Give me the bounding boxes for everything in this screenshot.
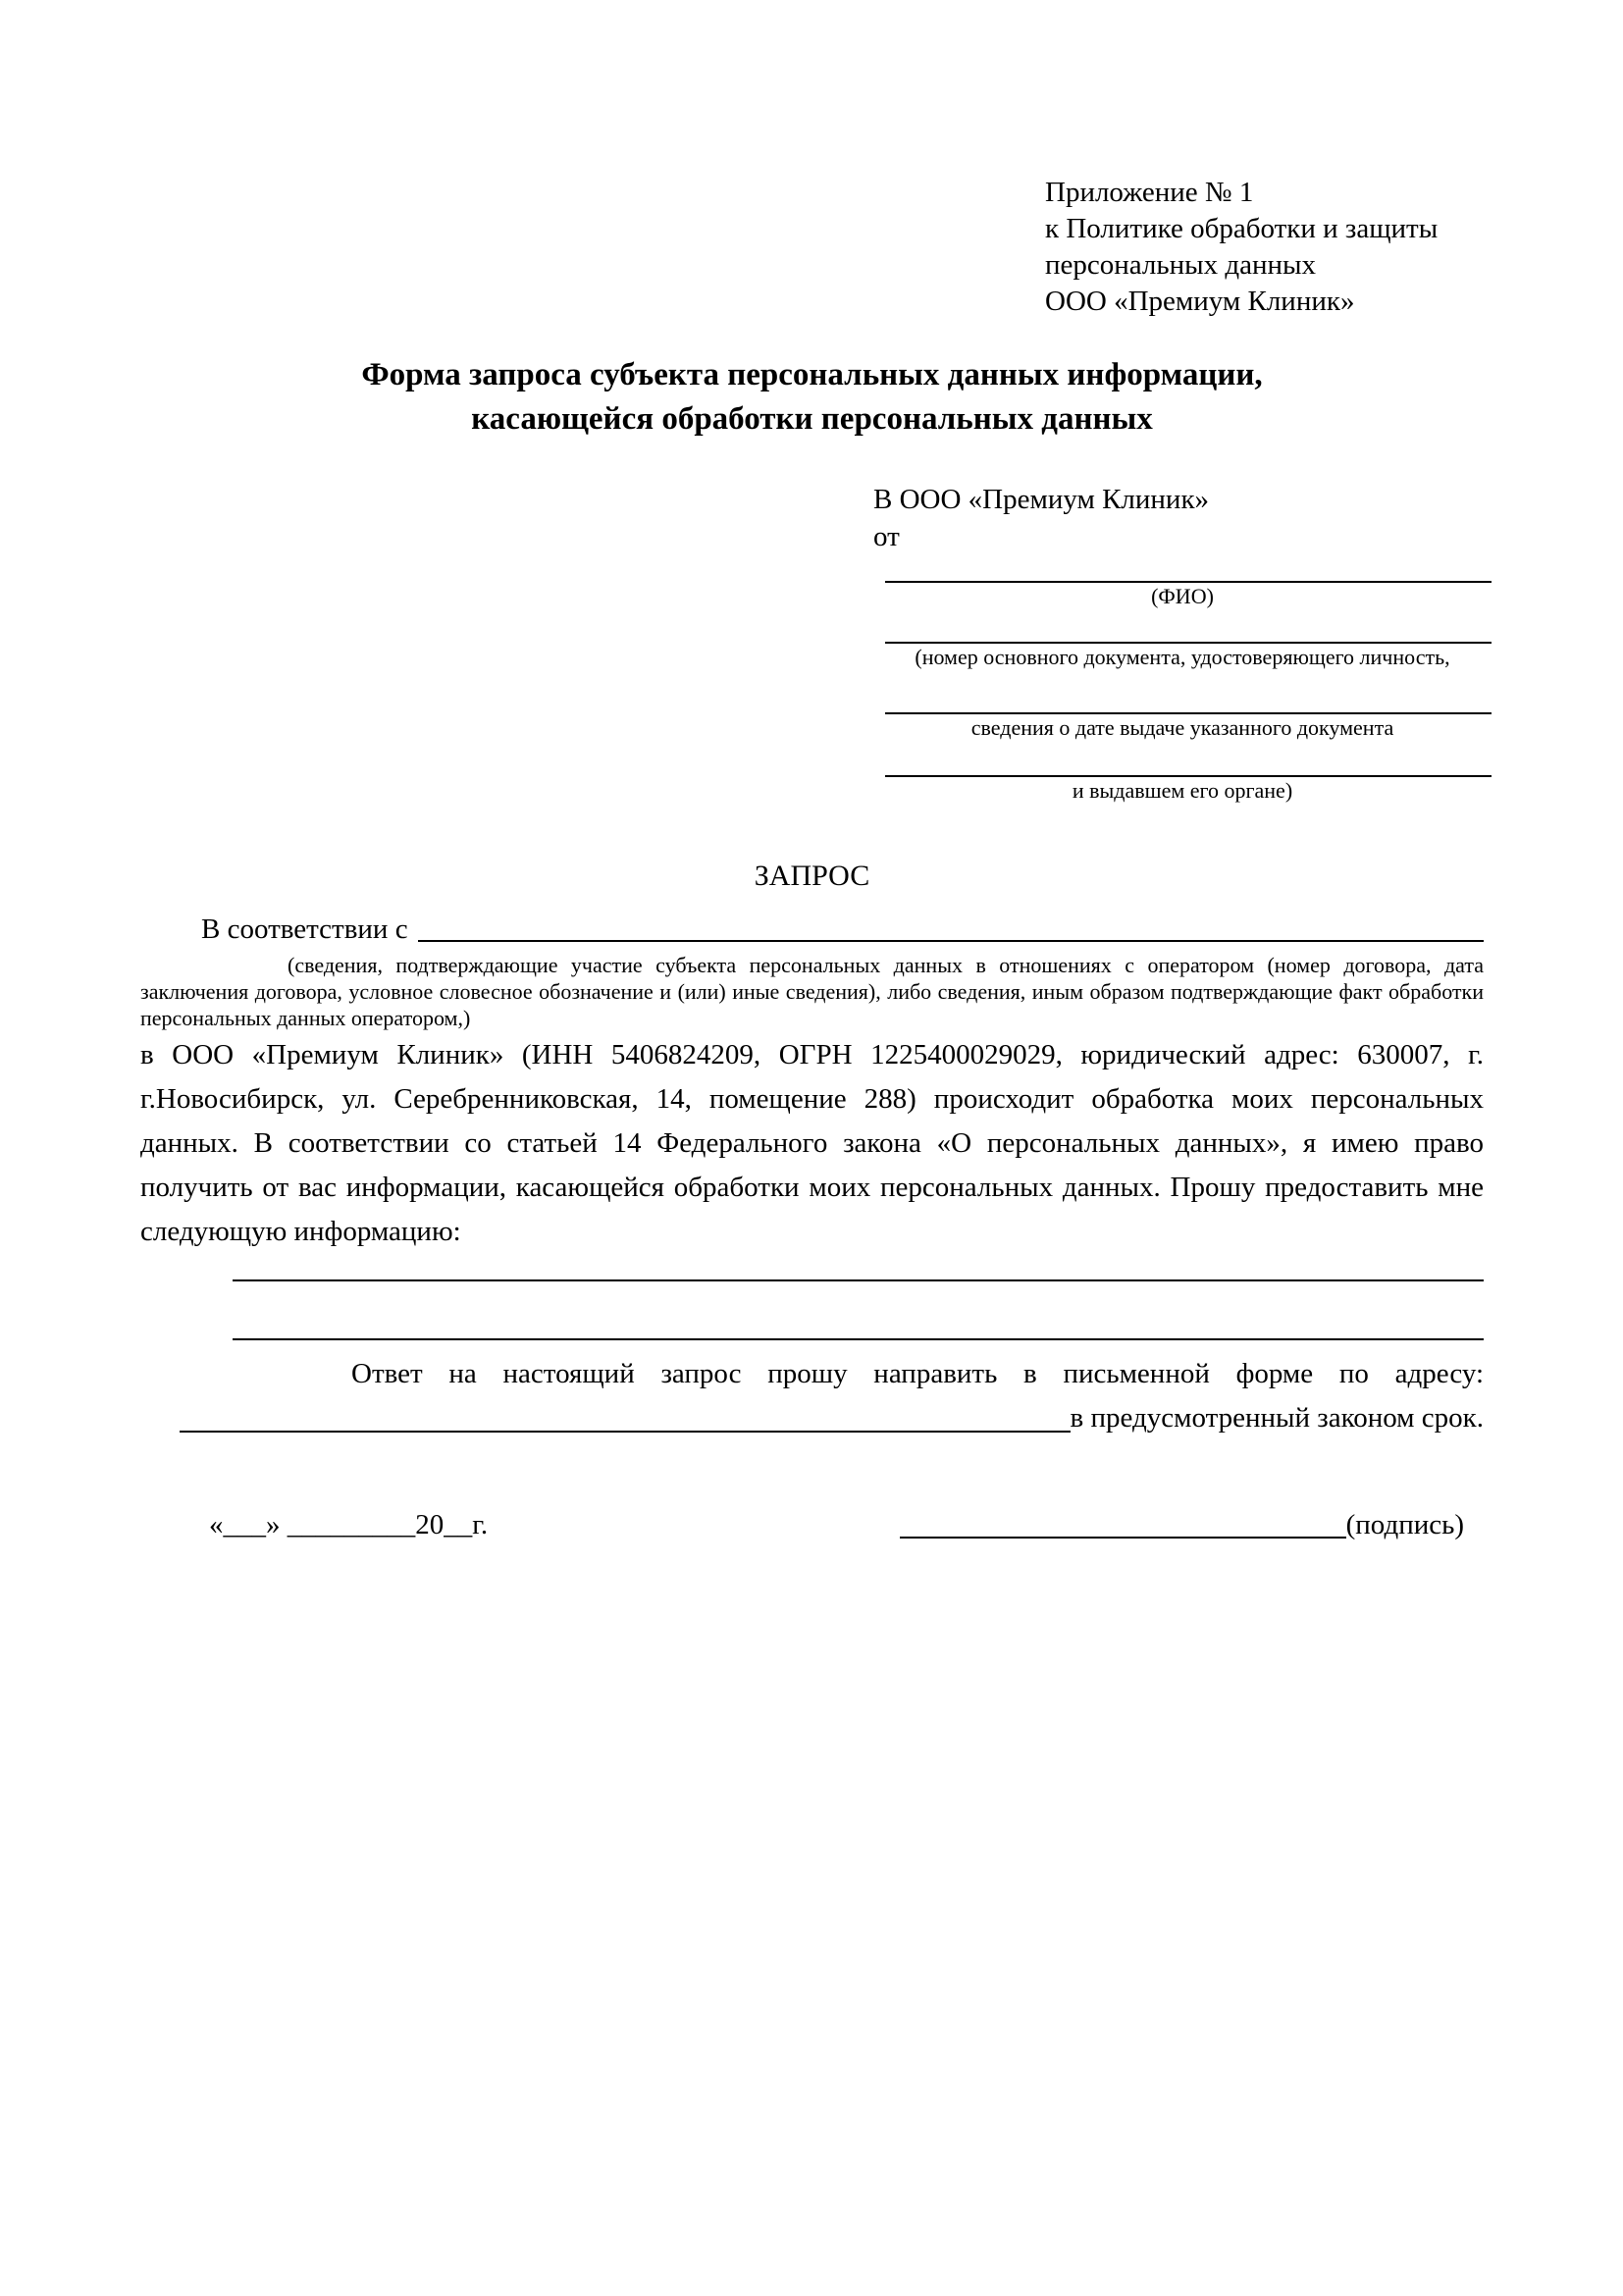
id-doc-blank bbox=[885, 608, 1492, 644]
date-blank-line: «___» _________20__г. bbox=[209, 1509, 489, 1540]
request-heading: ЗАПРОС bbox=[754, 860, 870, 892]
basis-blank bbox=[418, 911, 1484, 942]
appendix-note-line3: персональных данных bbox=[1045, 249, 1317, 281]
info-request-blank-1 bbox=[233, 1254, 1484, 1281]
info-request-blank-2 bbox=[233, 1281, 1484, 1340]
addressee-to: В ООО «Премиум Клиник» bbox=[873, 484, 1210, 515]
form-title-line1: Форма запроса субъекта персональных данных информации, bbox=[361, 357, 1263, 392]
addressee-block bbox=[873, 481, 1492, 803]
basis-lead-text: В соответствии с bbox=[201, 913, 408, 945]
issuing-authority-blank bbox=[885, 740, 1492, 777]
fio-blank bbox=[885, 555, 1492, 583]
reply-tail: в предусмотренный законом срок. bbox=[1070, 1402, 1484, 1434]
issue-date-field bbox=[873, 669, 1492, 740]
basis-footnote: (сведения, подтверждающие участие субъекта персональных данных в отношениях с оператором (номер договора, дата заключения договора, условное словесное обозначение и (или) иные сведения), либо сведения, иным образом подтверждающие факт обработки персональных данных оператором,) bbox=[140, 953, 1484, 1030]
signature-caption: (подпись) bbox=[1345, 1509, 1464, 1540]
reply-address-blank bbox=[180, 1396, 1071, 1433]
fio-caption: (ФИО) bbox=[1151, 584, 1214, 608]
appendix-note-line1: Приложение № 1 bbox=[1045, 177, 1254, 208]
issue-date-blank bbox=[885, 669, 1492, 714]
fio-field bbox=[873, 555, 1492, 608]
appendix-note bbox=[1045, 0, 1484, 320]
signature-blank bbox=[900, 1507, 1346, 1539]
date-signature-row bbox=[140, 1505, 1484, 1544]
addressee-from-label: от bbox=[873, 521, 900, 552]
appendix-note-line2: к Политике обработки и защиты bbox=[1045, 213, 1439, 244]
request-body: в ООО «Премиум Клиник» (ИНН 5406824209, ОГРН 1225400029029, юридический адрес: 630007, г. г.Новосибирск, ул. Серебренниковская, 14, помещение 288) происходит обработка моих персональных данных. В соответствии со статьей 14 Федерального закона «О персональных данных», я имею право получить от вас информации, касающейся обработки моих персональных данных. Прошу предоставить мне следующую информацию: bbox=[140, 1039, 1484, 1247]
reply-address-line bbox=[140, 1396, 1484, 1440]
issuing-authority-field bbox=[873, 740, 1492, 803]
id-doc-caption: (номер основного документа, удостоверяющего личность, bbox=[915, 645, 1450, 669]
issue-date-caption: сведения о дате выдаче указанного документа bbox=[970, 715, 1394, 740]
form-title bbox=[140, 353, 1484, 442]
issuing-authority-caption: и выдавшем его органе) bbox=[1072, 778, 1293, 803]
form-title-line2: касающейся обработки персональных данных bbox=[471, 401, 1153, 437]
appendix-note-line4: ООО «Премиум Клиник» bbox=[1045, 286, 1355, 317]
reply-intro: Ответ на настоящий запрос прошу направить в письменной форме по адресу: bbox=[351, 1358, 1484, 1389]
basis-line bbox=[140, 911, 1484, 948]
id-doc-field bbox=[873, 608, 1492, 669]
signature-group bbox=[900, 1505, 1464, 1544]
